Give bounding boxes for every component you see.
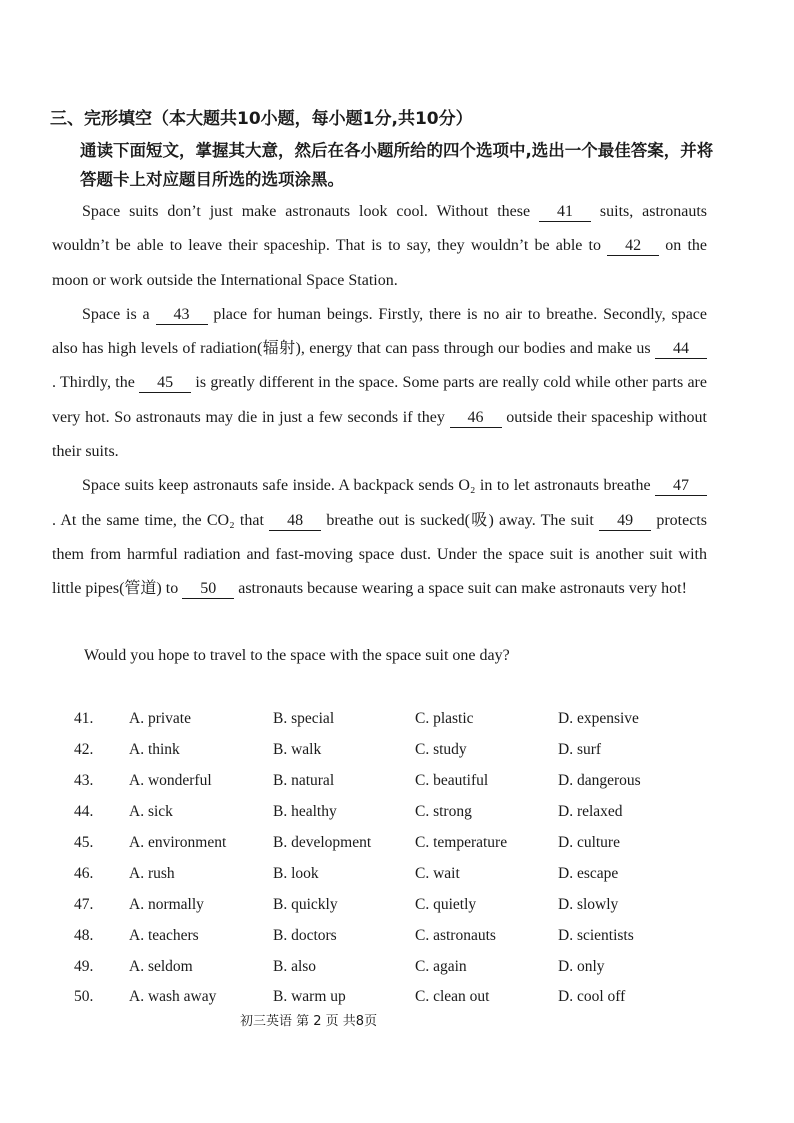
page-footer: 初三英语 第 2 页 共8页 (240, 1014, 378, 1029)
option-a: A. seldom (129, 957, 193, 975)
option-a: A. sick (129, 803, 173, 821)
option-a: A. teachers (129, 926, 199, 944)
option-d: D. surf (558, 741, 602, 759)
instructions: 通读下面短文，掌握其大意，然后在各小题所给的四个选项中,选出一个最佳答案，并将答题卡上对应题目所选的选项涂黑。 (80, 141, 714, 189)
option-a: A. rush (129, 864, 175, 882)
option-row-43 (74, 766, 734, 797)
option-row-46 (74, 858, 734, 889)
blank-44: 44 (655, 340, 707, 359)
blank-42: 42 (607, 237, 659, 256)
option-a: A. environment (129, 834, 227, 851)
question-number: 43. (74, 772, 94, 790)
question-number: 41. (74, 710, 94, 728)
paragraph-2 (52, 298, 707, 469)
paragraph-3 (52, 469, 707, 606)
option-b: B. also (273, 957, 317, 975)
option-c: C. plastic (415, 710, 474, 728)
blank-43: 43 (156, 306, 208, 325)
option-b: B. quickly (273, 895, 338, 913)
passage-text: is greatly different in the space. Some parts are really cold while other parts are very hot. So astronauts may die in just a few seconds if they (52, 374, 707, 426)
passage-text: . Thirdly, the (52, 374, 140, 392)
passage-text: on the moon or work outside the International Space Station. (52, 237, 708, 289)
question-number: 45. (74, 834, 94, 851)
question-number: 42. (74, 741, 94, 759)
option-c: C. astronauts (415, 926, 496, 944)
option-row-44 (74, 797, 734, 828)
option-b: B. healthy (273, 803, 337, 821)
option-d: D. expensive (558, 710, 639, 728)
option-b: B. development (273, 834, 372, 851)
option-row-42 (74, 735, 734, 766)
option-b: B. natural (273, 772, 335, 790)
passage-text: . At the same time, the CO₂ that (52, 511, 270, 529)
option-row-41 (74, 704, 734, 735)
passage-text: suits, astronauts wouldn’t be able to leave their spaceship. That is to say, they wouldn’t be able to (52, 203, 708, 255)
options-table (74, 704, 734, 1013)
blank-41: 41 (539, 203, 591, 222)
option-d: D. culture (558, 834, 620, 851)
option-a: A. normally (129, 895, 204, 913)
blank-45: 45 (139, 374, 191, 393)
option-c: C. wait (415, 864, 460, 882)
question-number: 50. (74, 988, 94, 1006)
passage-text: breathe out is sucked(吸) away. The suit (321, 511, 600, 529)
option-row-49 (74, 951, 734, 982)
passage-text: place for human beings. Firstly, there is no air to breathe. Secondly, space also has high levels of radiation(辐射), energy that can pass through our bodies and make us (52, 305, 707, 358)
question-number: 44. (74, 803, 94, 821)
option-a: A. wash away (129, 988, 217, 1006)
option-c: C. again (415, 957, 467, 975)
closing-question: Would you hope to travel to the space with the space suit one day? (84, 647, 510, 664)
option-b: B. walk (273, 741, 322, 759)
option-d: D. scientists (558, 926, 634, 944)
question-number: 47. (74, 895, 94, 913)
passage-text: Space suits keep astronauts safe inside. A backpack sends O₂ in to let astronauts breathe (82, 477, 655, 495)
blank-46: 46 (450, 409, 502, 428)
option-row-50 (74, 982, 734, 1013)
passage-text: outside their spaceship without their suits. (52, 408, 707, 461)
option-b: B. warm up (273, 988, 346, 1006)
option-d: D. slowly (558, 895, 619, 913)
option-row-47 (74, 889, 734, 920)
option-a: A. private (129, 710, 191, 728)
passage (52, 195, 707, 607)
option-row-48 (74, 920, 734, 951)
option-b: B. look (273, 864, 319, 882)
option-c: C. clean out (415, 988, 490, 1006)
question-number: 46. (74, 864, 94, 882)
option-c: C. quietly (415, 895, 477, 913)
option-d: D. escape (558, 864, 619, 882)
passage-text: astronauts because wearing a space suit can make astronauts very hot! (234, 580, 687, 598)
option-d: D. dangerous (558, 772, 641, 790)
option-a: A. think (129, 741, 180, 759)
option-b: B. special (273, 710, 335, 728)
paragraph-1 (52, 195, 707, 298)
option-d: D. only (558, 957, 605, 975)
passage-text: protects them from harmful radiation and fast-moving space dust. Under the space suit is another suit with little pipes(管道) to (52, 511, 707, 598)
option-c: C. study (415, 741, 467, 759)
blank-50: 50 (182, 580, 234, 599)
blank-47: 47 (655, 477, 707, 496)
passage-text: Space is a (82, 305, 156, 323)
option-d: D. cool off (558, 988, 626, 1006)
option-b: B. doctors (273, 926, 337, 944)
question-number: 49. (74, 957, 94, 975)
option-d: D. relaxed (558, 803, 623, 821)
option-a: A. wonderful (129, 772, 212, 790)
option-c: C. temperature (415, 834, 508, 851)
option-c: C. beautiful (415, 772, 489, 790)
option-row-45 (74, 828, 734, 859)
option-c: C. strong (415, 803, 472, 821)
section-heading: 三、完形填空（本大题共10小题，每小题1分,共10分） (50, 109, 473, 129)
question-number: 48. (74, 926, 94, 944)
blank-48: 48 (269, 512, 321, 531)
blank-49: 49 (599, 512, 651, 531)
passage-text: Space suits don’t just make astronauts look cool. Without these (82, 203, 539, 220)
